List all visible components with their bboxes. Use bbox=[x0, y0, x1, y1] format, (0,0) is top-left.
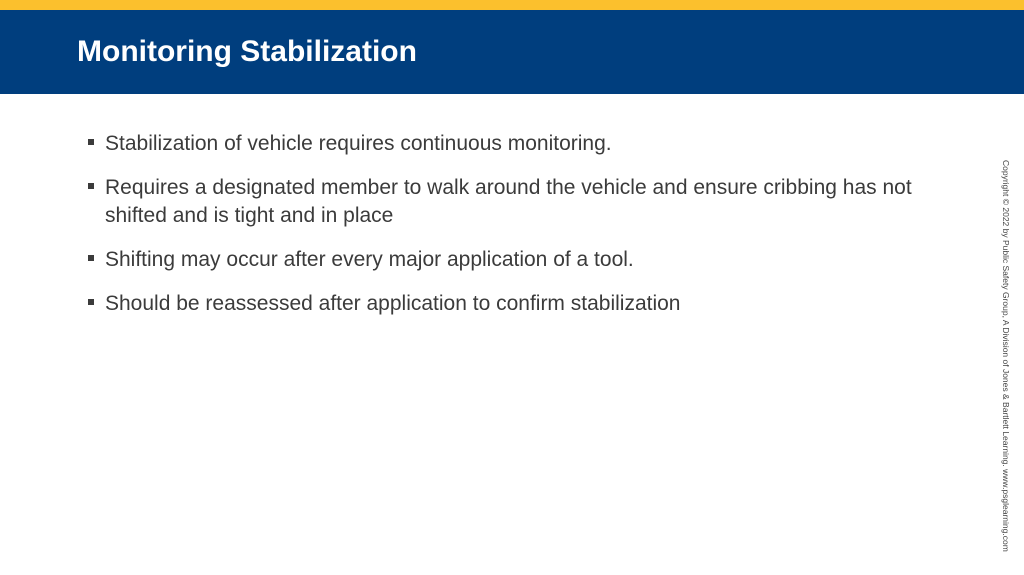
square-bullet-icon bbox=[88, 183, 94, 189]
bullet-item bbox=[86, 174, 946, 230]
bullet-item bbox=[86, 246, 946, 274]
bullet-text: Stabilization of vehicle requires continuous monitoring. bbox=[105, 132, 612, 155]
square-bullet-icon bbox=[88, 299, 94, 305]
bullet-text: Requires a designated member to walk around the vehicle and ensure cribbing has not shifted and is tight and in place bbox=[105, 176, 912, 227]
square-bullet-icon bbox=[88, 139, 94, 145]
slide-title: Monitoring Stabilization bbox=[77, 35, 417, 68]
square-bullet-icon bbox=[88, 255, 94, 261]
accent-stripe bbox=[0, 0, 1024, 10]
bullet-item bbox=[86, 290, 946, 318]
bullet-item bbox=[86, 130, 946, 158]
bullet-text: Should be reassessed after application to confirm stabilization bbox=[105, 292, 681, 315]
bullet-text: Shifting may occur after every major application of a tool. bbox=[105, 248, 634, 271]
copyright-notice: Copyright © 2022 by Public Safety Group, A Division of Jones & Bartlett Learning. www.psglearning.com bbox=[1001, 160, 1011, 552]
bullet-list bbox=[86, 130, 946, 334]
